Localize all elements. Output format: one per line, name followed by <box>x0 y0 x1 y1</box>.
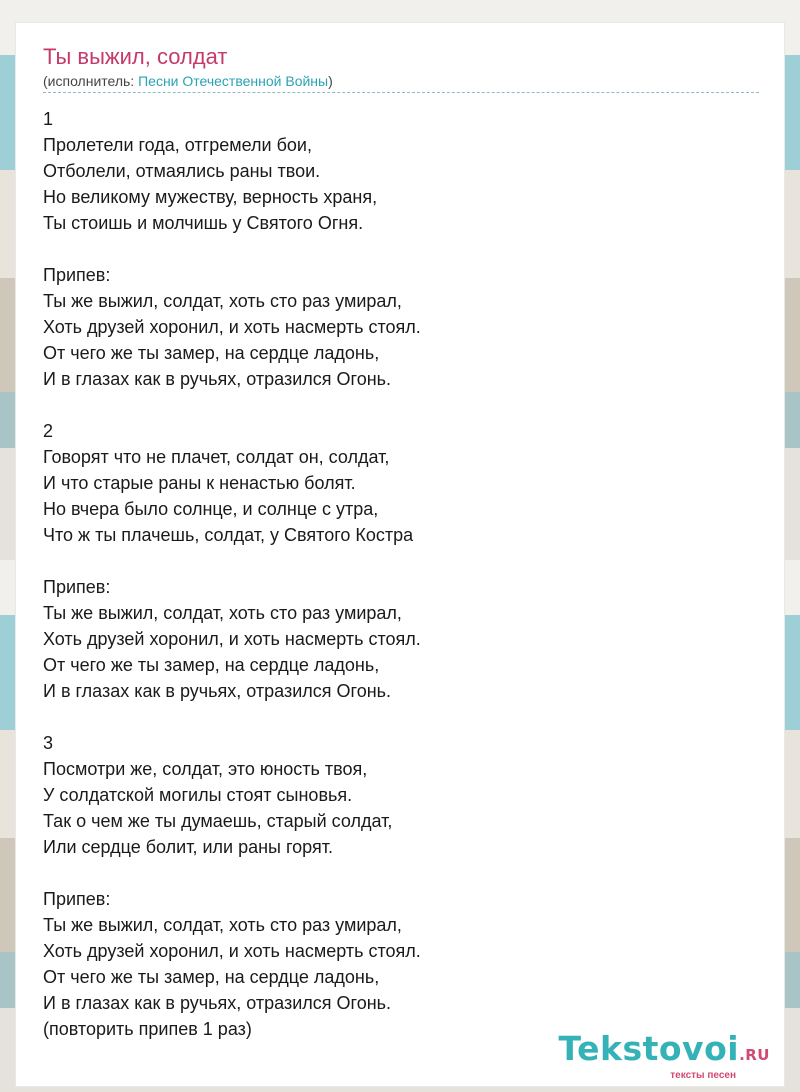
lyrics-card <box>16 23 784 1086</box>
lyric-line: И в глазах как в ручьях, отразился Огонь. <box>43 369 392 389</box>
lyric-line: Хоть друзей хоронил, и хоть насмерть стоял. <box>43 317 421 337</box>
lyric-line: Посмотри же, солдат, это юность твоя, <box>43 759 368 779</box>
lyric-line: (повторить припев 1 раз) <box>43 1019 252 1039</box>
lyric-line: Но вчера было солнце, и солнце с утра, <box>43 499 379 519</box>
lyric-line: 3 <box>43 733 54 753</box>
lyric-line: Ты стоишь и молчишь у Святого Огня. <box>43 213 364 233</box>
lyric-line: И в глазах как в ручьях, отразился Огонь. <box>43 681 392 701</box>
lyric-line: Припев: <box>43 889 111 909</box>
site-logo[interactable] <box>559 1031 770 1082</box>
lyric-line <box>43 236 763 262</box>
lyric-line: От чего же ты замер, на сердце ладонь, <box>43 655 380 675</box>
artist-link[interactable]: Песни Отечественной Войны <box>138 73 329 89</box>
lyric-line: Что ж ты плачешь, солдат, у Святого Костра <box>43 525 414 545</box>
lyric-line: Припев: <box>43 577 111 597</box>
lyric-line <box>43 392 763 418</box>
lyric-line: Так о чем же ты думаешь, старый солдат, <box>43 811 393 831</box>
lyric-line: У солдатской могилы стоят сыновья. <box>43 785 353 805</box>
artist-line <box>43 72 333 90</box>
lyric-line: Говорят что не плачет, солдат он, солдат, <box>43 447 390 467</box>
lyric-line: Хоть друзей хоронил, и хоть насмерть стоял. <box>43 629 421 649</box>
lyric-line: От чего же ты замер, на сердце ладонь, <box>43 967 380 987</box>
artist-suffix: ) <box>328 73 333 89</box>
lyric-line: Припев: <box>43 265 111 285</box>
song-title: Ты выжил, солдат <box>43 44 228 69</box>
lyric-line: Пролетели года, отгремели бои, <box>43 135 312 155</box>
lyric-line: Но великому мужеству, верность храня, <box>43 187 378 207</box>
lyric-line: Ты же выжил, солдат, хоть сто раз умирал, <box>43 915 402 935</box>
artist-prefix: (исполнитель: <box>43 73 139 89</box>
lyric-line <box>43 860 763 886</box>
lyric-line: И что старые раны к ненастью болят. <box>43 473 356 493</box>
lyric-line: Отболели, отмаялись раны твои. <box>43 161 321 181</box>
lyric-line: От чего же ты замер, на сердце ладонь, <box>43 343 380 363</box>
lyric-line: Ты же выжил, солдат, хоть сто раз умирал, <box>43 603 402 623</box>
lyric-line <box>43 548 763 574</box>
logo-tld: .RU <box>739 1046 770 1064</box>
divider <box>43 92 759 93</box>
logo-tagline: тексты песен <box>670 1070 736 1081</box>
lyric-line: Или сердце болит, или раны горят. <box>43 837 333 857</box>
lyric-line: 2 <box>43 421 54 441</box>
lyric-line: 1 <box>43 109 54 129</box>
lyrics-text <box>43 106 763 1042</box>
lyric-line: И в глазах как в ручьях, отразился Огонь. <box>43 993 392 1013</box>
lyric-line <box>43 704 763 730</box>
lyric-line: Ты же выжил, солдат, хоть сто раз умирал, <box>43 291 402 311</box>
lyric-line: Хоть друзей хоронил, и хоть насмерть стоял. <box>43 941 421 961</box>
logo-name: Tekstovoi <box>558 1029 740 1068</box>
